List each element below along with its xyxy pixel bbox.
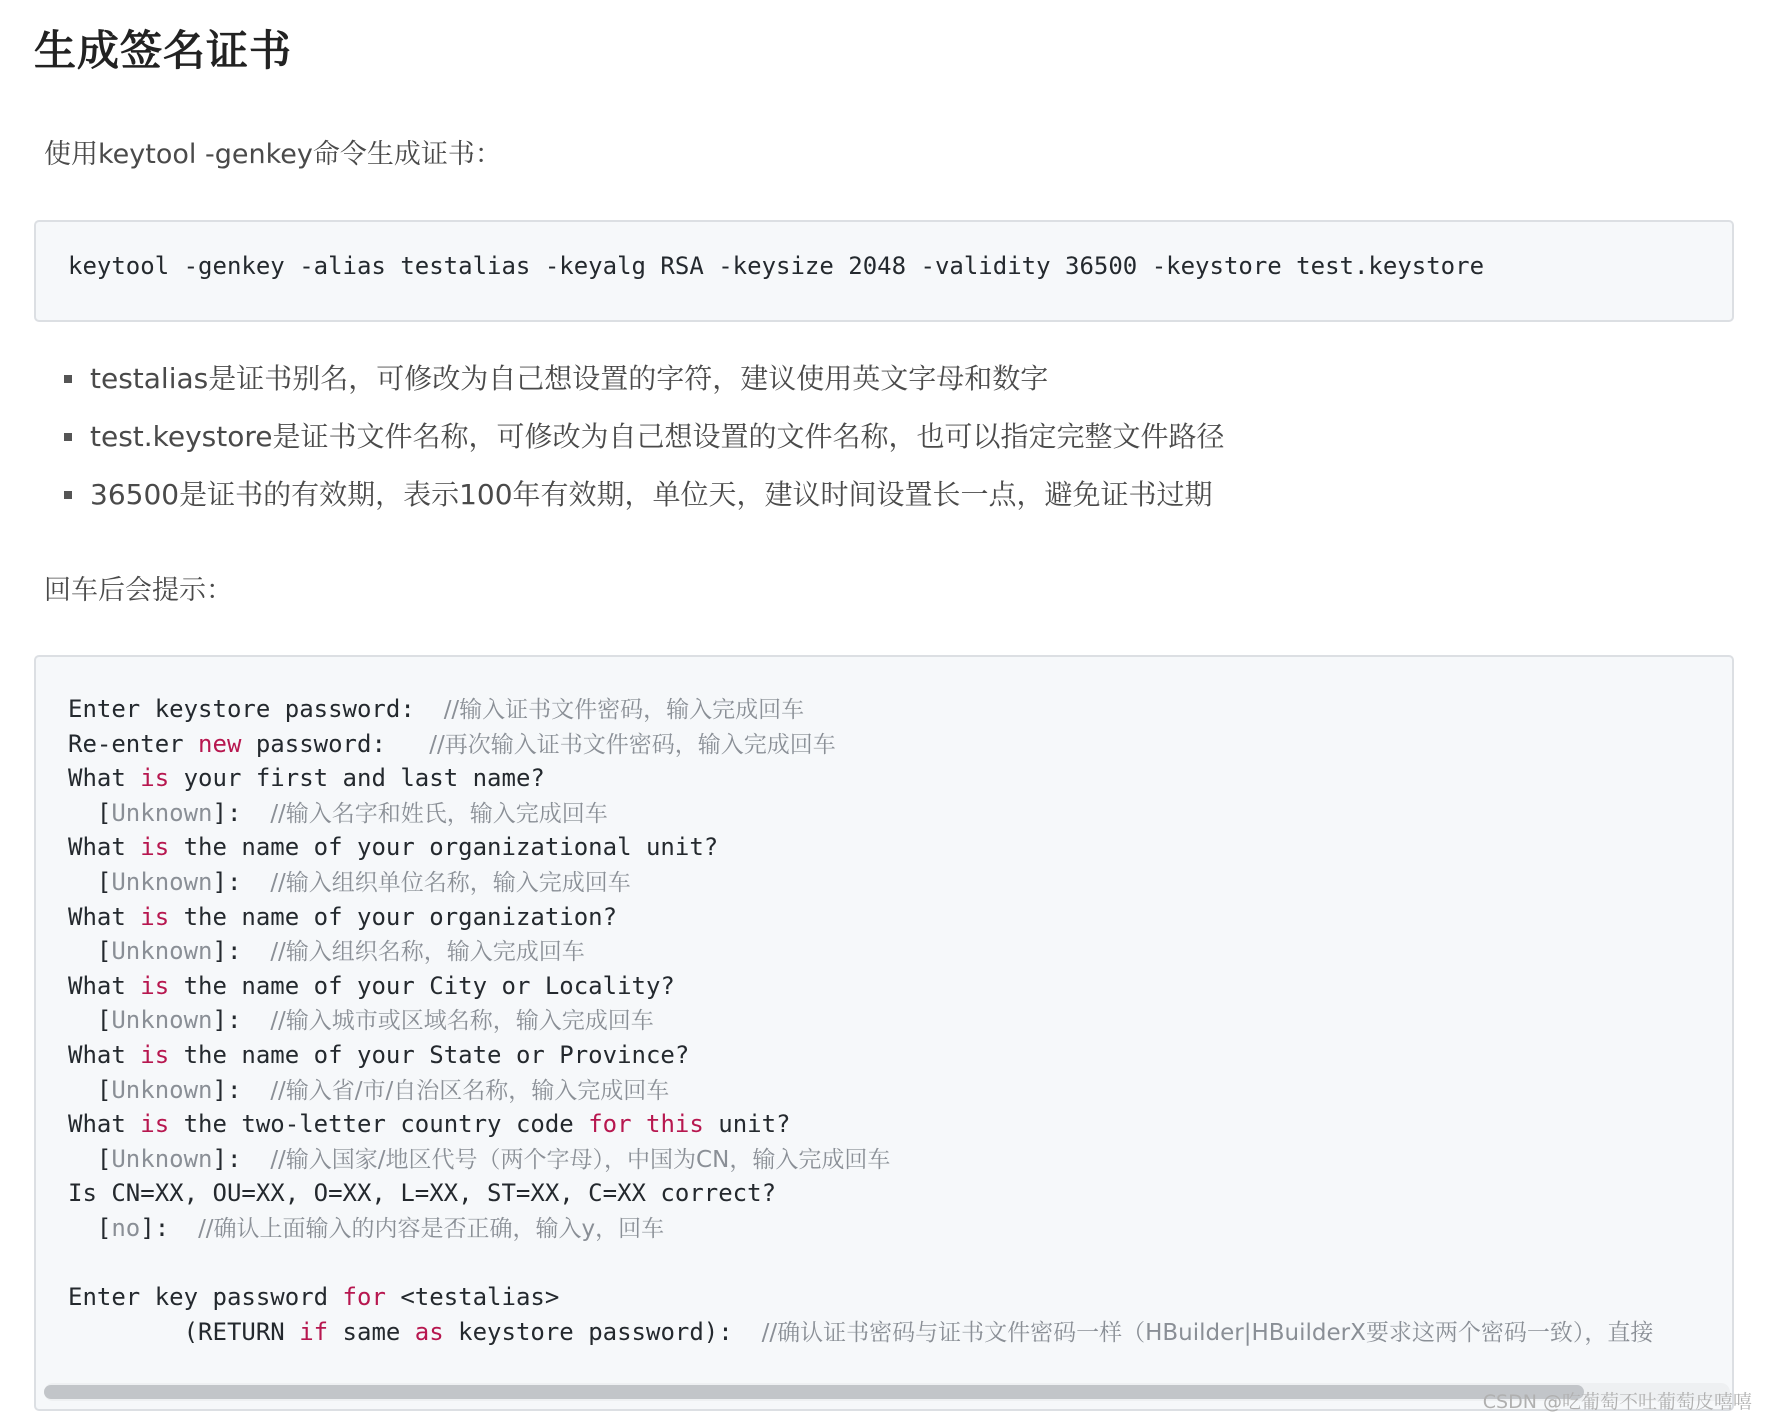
terminal-line: [Unknown]: //输入国家/地区代号（两个字母），中国为CN，输入完成回车	[68, 1144, 891, 1173]
square-bullet-icon	[64, 375, 72, 383]
intro-text: 使用keytool -genkey命令生成证书：	[44, 139, 502, 170]
terminal-line: [Unknown]: //输入组织名称，输入完成回车	[68, 937, 585, 966]
terminal-line: What is the name of your organizational unit?	[68, 833, 719, 862]
scrollbar-thumb[interactable]	[44, 1385, 1584, 1399]
terminal-line: What is your first and last name?	[68, 764, 545, 793]
terminal-line: Enter key password for <testalias>	[68, 1283, 560, 1312]
terminal-line: [Unknown]: //输入组织单位名称，输入完成回车	[68, 867, 631, 896]
terminal-line: What is the name of your City or Locality?	[68, 971, 675, 1000]
terminal-line: What is the name of your State or Province?	[68, 1040, 690, 1069]
terminal-line: [Unknown]: //输入名字和姓氏，输入完成回车	[68, 798, 608, 827]
terminal-line: What is the name of your organization?	[68, 902, 618, 931]
terminal-line: [Unknown]: //输入城市或区域名称，输入完成回车	[68, 1006, 654, 1035]
square-bullet-icon	[64, 433, 72, 441]
terminal-line-blank	[68, 1246, 1653, 1281]
command-text: keytool -genkey -alias testalias -keyalg RSA -keysize 2048 -validity 36500 -keystore test.keystore	[68, 252, 1485, 280]
terminal-lines	[68, 692, 1653, 1349]
terminal-line: Is CN=XX, OU=XX, O=XX, L=XX, ST=XX, C=XX correct?	[68, 1179, 777, 1208]
bullet-list	[60, 358, 1225, 532]
terminal-line: What is the two-letter country code for this unit?	[68, 1110, 791, 1139]
terminal-line: [no]: //确认上面输入的内容是否正确，输入y，回车	[68, 1213, 665, 1242]
list-item: 36500是证书的有效期，表示100年有效期，单位天，建议时间设置长一点，避免证书过期	[60, 474, 1225, 532]
command-code-block[interactable]	[34, 220, 1734, 322]
watermark: CSDN @吃葡萄不吐葡萄皮嘻嘻	[1482, 1391, 1752, 1413]
list-item: testalias是证书别名，可修改为自己想设置的字符，建议使用英文字母和数字	[60, 358, 1225, 416]
terminal-code-block[interactable]	[34, 655, 1734, 1411]
terminal-line: Enter keystore password: //输入证书文件密码，输入完成回车	[68, 695, 805, 723]
terminal-line: Re-enter new password: //再次输入证书文件密码，输入完成回车	[68, 729, 836, 758]
square-bullet-icon	[64, 491, 72, 499]
after-enter-text: 回车后会提示：	[44, 575, 233, 606]
terminal-line: [Unknown]: //输入省/市/自治区名称，输入完成回车	[68, 1075, 670, 1104]
horizontal-scrollbar[interactable]	[44, 1383, 1730, 1401]
terminal-line: (RETURN if same as keystore password): //确认证书密码与证书文件密码一样（HBuilder|HBuilderX要求这两个密码一致），直接	[183, 1317, 1654, 1346]
list-item: test.keystore是证书文件名称，可修改为自己想设置的文件名称，也可以指定完整文件路径	[60, 416, 1225, 474]
page-title: 生成签名证书	[34, 26, 293, 75]
